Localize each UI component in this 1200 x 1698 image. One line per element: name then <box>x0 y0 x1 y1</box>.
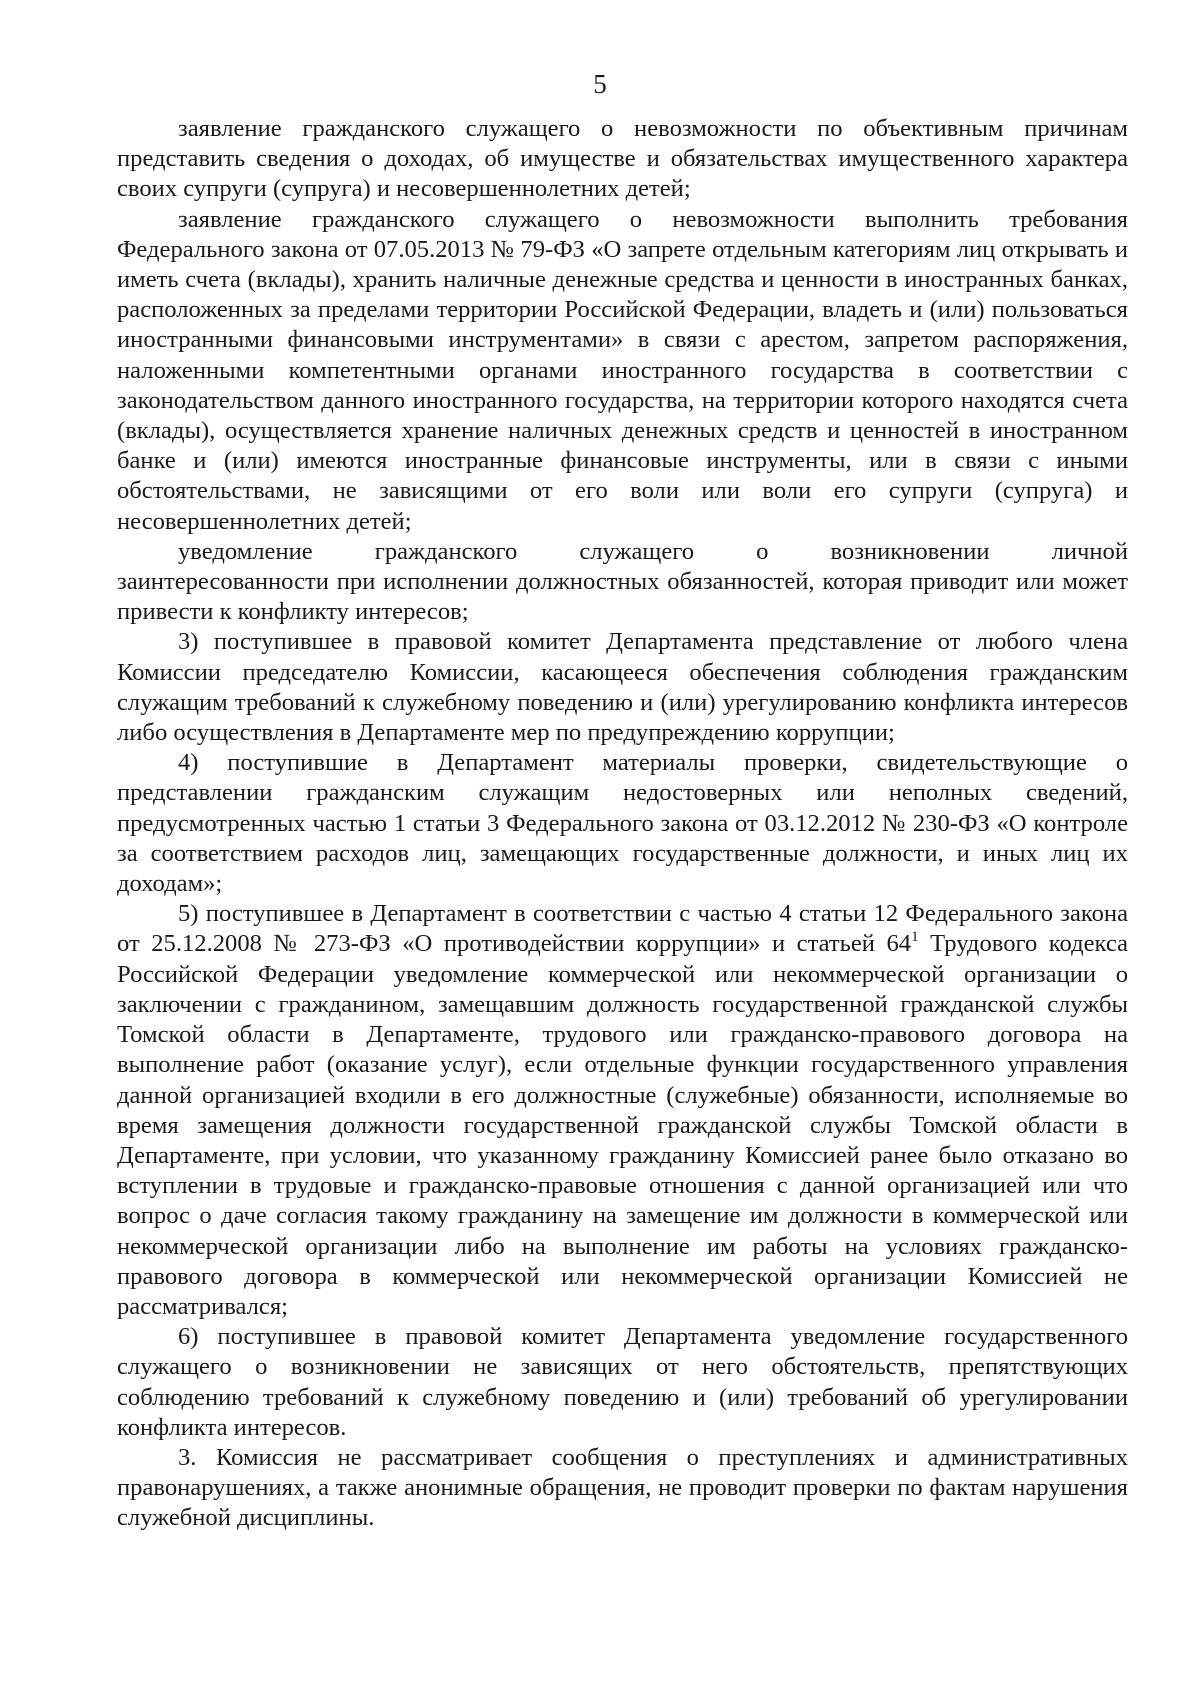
paragraph-item-4: 4) поступившие в Департамент материалы проверки, свидетельствующие о представлении гражданским служащим недостоверных или неполных сведений, предусмотренных частью 1 статьи 3 Федерального закона от 03.12.2012 № 230-ФЗ «О контроле за соответствием расходов лиц, замещающих государственные должности, и иных лиц их доходам»; <box>117 749 1128 898</box>
paragraph-item-5-text-a: 5) поступившее в Департамент в соответствии с частью 4 статьи 12 Федерального закона от 25.12.2008 № 273-ФЗ «О противодействии коррупции» и статьей 64 <box>117 900 1128 958</box>
paragraph-statement-income: заявление гражданского служащего о невозможности по объективным причинам представить сведения о доходах, об имуществе и обязательствах имущественного характера своих супруги (супруга) и несовершеннолетних детей; <box>117 115 1128 203</box>
paragraph-notification-interest-cont: заинтересованности при исполнении должностных обязанностей, которая приводит или может привести к конфликту интересов; <box>117 568 1128 626</box>
superscript-article-number: 1 <box>911 929 919 946</box>
paragraph-item-5 <box>117 899 1128 1322</box>
paragraph-statement-foreign-accounts: заявление гражданского служащего о невозможности выполнить требования Федерального закона от 07.05.2013 № 79-ФЗ «О запрете отдельным категориям лиц открывать и иметь счета (вклады), хранить наличные денежные средства и ценности в иностранных банках, расположенных за пределами территории Российской Федерации, владеть и (или) пользоваться иностранными финансовыми инструментами» в связи с арестом, запретом распоряжения, наложенными компетентными органами иностранного государства в соответствии с законодательством данного иностранного государства, на территории которого находятся счета (вклады), осуществляется хранение наличных денежных средств и ценностей в иностранном банке и (или) имеются иностранные финансовые инструменты, или в связи с иными обстоятельствами, не зависящими от его воли или воли его супруги (супруга) и несовершеннолетних детей; <box>117 205 1128 535</box>
paragraph-item-3: 3) поступившее в правовой комитет Департамента представление от любого члена Комиссии председателю Комиссии, касающееся обеспечения соблюдения гражданским служащим требований к служебному поведению и (или) урегулированию конфликта интересов либо осуществления в Департаменте мер по предупреждению коррупции; <box>117 628 1128 747</box>
paragraph-item-5-text-b: Трудового кодекса Российской Федерации уведомление коммерческой или некоммерческой организации о заключении с гражданином, замещавшим должность государственной гражданской службы Томской области в Департаменте, трудового или гражданско-правового договора на выполнение работ (оказание услуг), если отдельные функции государственного управления данной организацией входили в его должностные (служебные) обязанности, исполняемые во время замещения должности государственной гражданской службы Томской области в Департаменте, при условии, что указанному гражданину Комиссией ранее было отказано во вступлении в трудовые и гражданско-правовые отношения с данной организацией или что вопрос о даче согласия такому гражданину на замещение им должности в коммерческой или некоммерческой организации либо на выполнение им работы на условиях гражданско-правового договора в коммерческой или некоммерческой организации Комиссией не рассматривался; <box>117 930 1128 1320</box>
page-number: 5 <box>593 69 607 99</box>
paragraph-item-6: 6) поступившее в правовой комитет Департамента уведомление государственного служащего о возникновении не зависящих от него обстоятельств, препятствующих соблюдению требований к служебному поведению и (или) требований об урегулировании конфликта интересов. <box>117 1323 1128 1441</box>
paragraph-notification-interest-line1: уведомление гражданского служащего о возникновении личной <box>178 537 1128 565</box>
document-body <box>117 114 1128 1534</box>
paragraph-section-3: 3. Комиссия не рассматривает сообщения о преступлениях и административных правонарушениях, а также анонимные обращения, не проводит проверки по фактам нарушения служебной дисциплины. <box>117 1443 1128 1532</box>
